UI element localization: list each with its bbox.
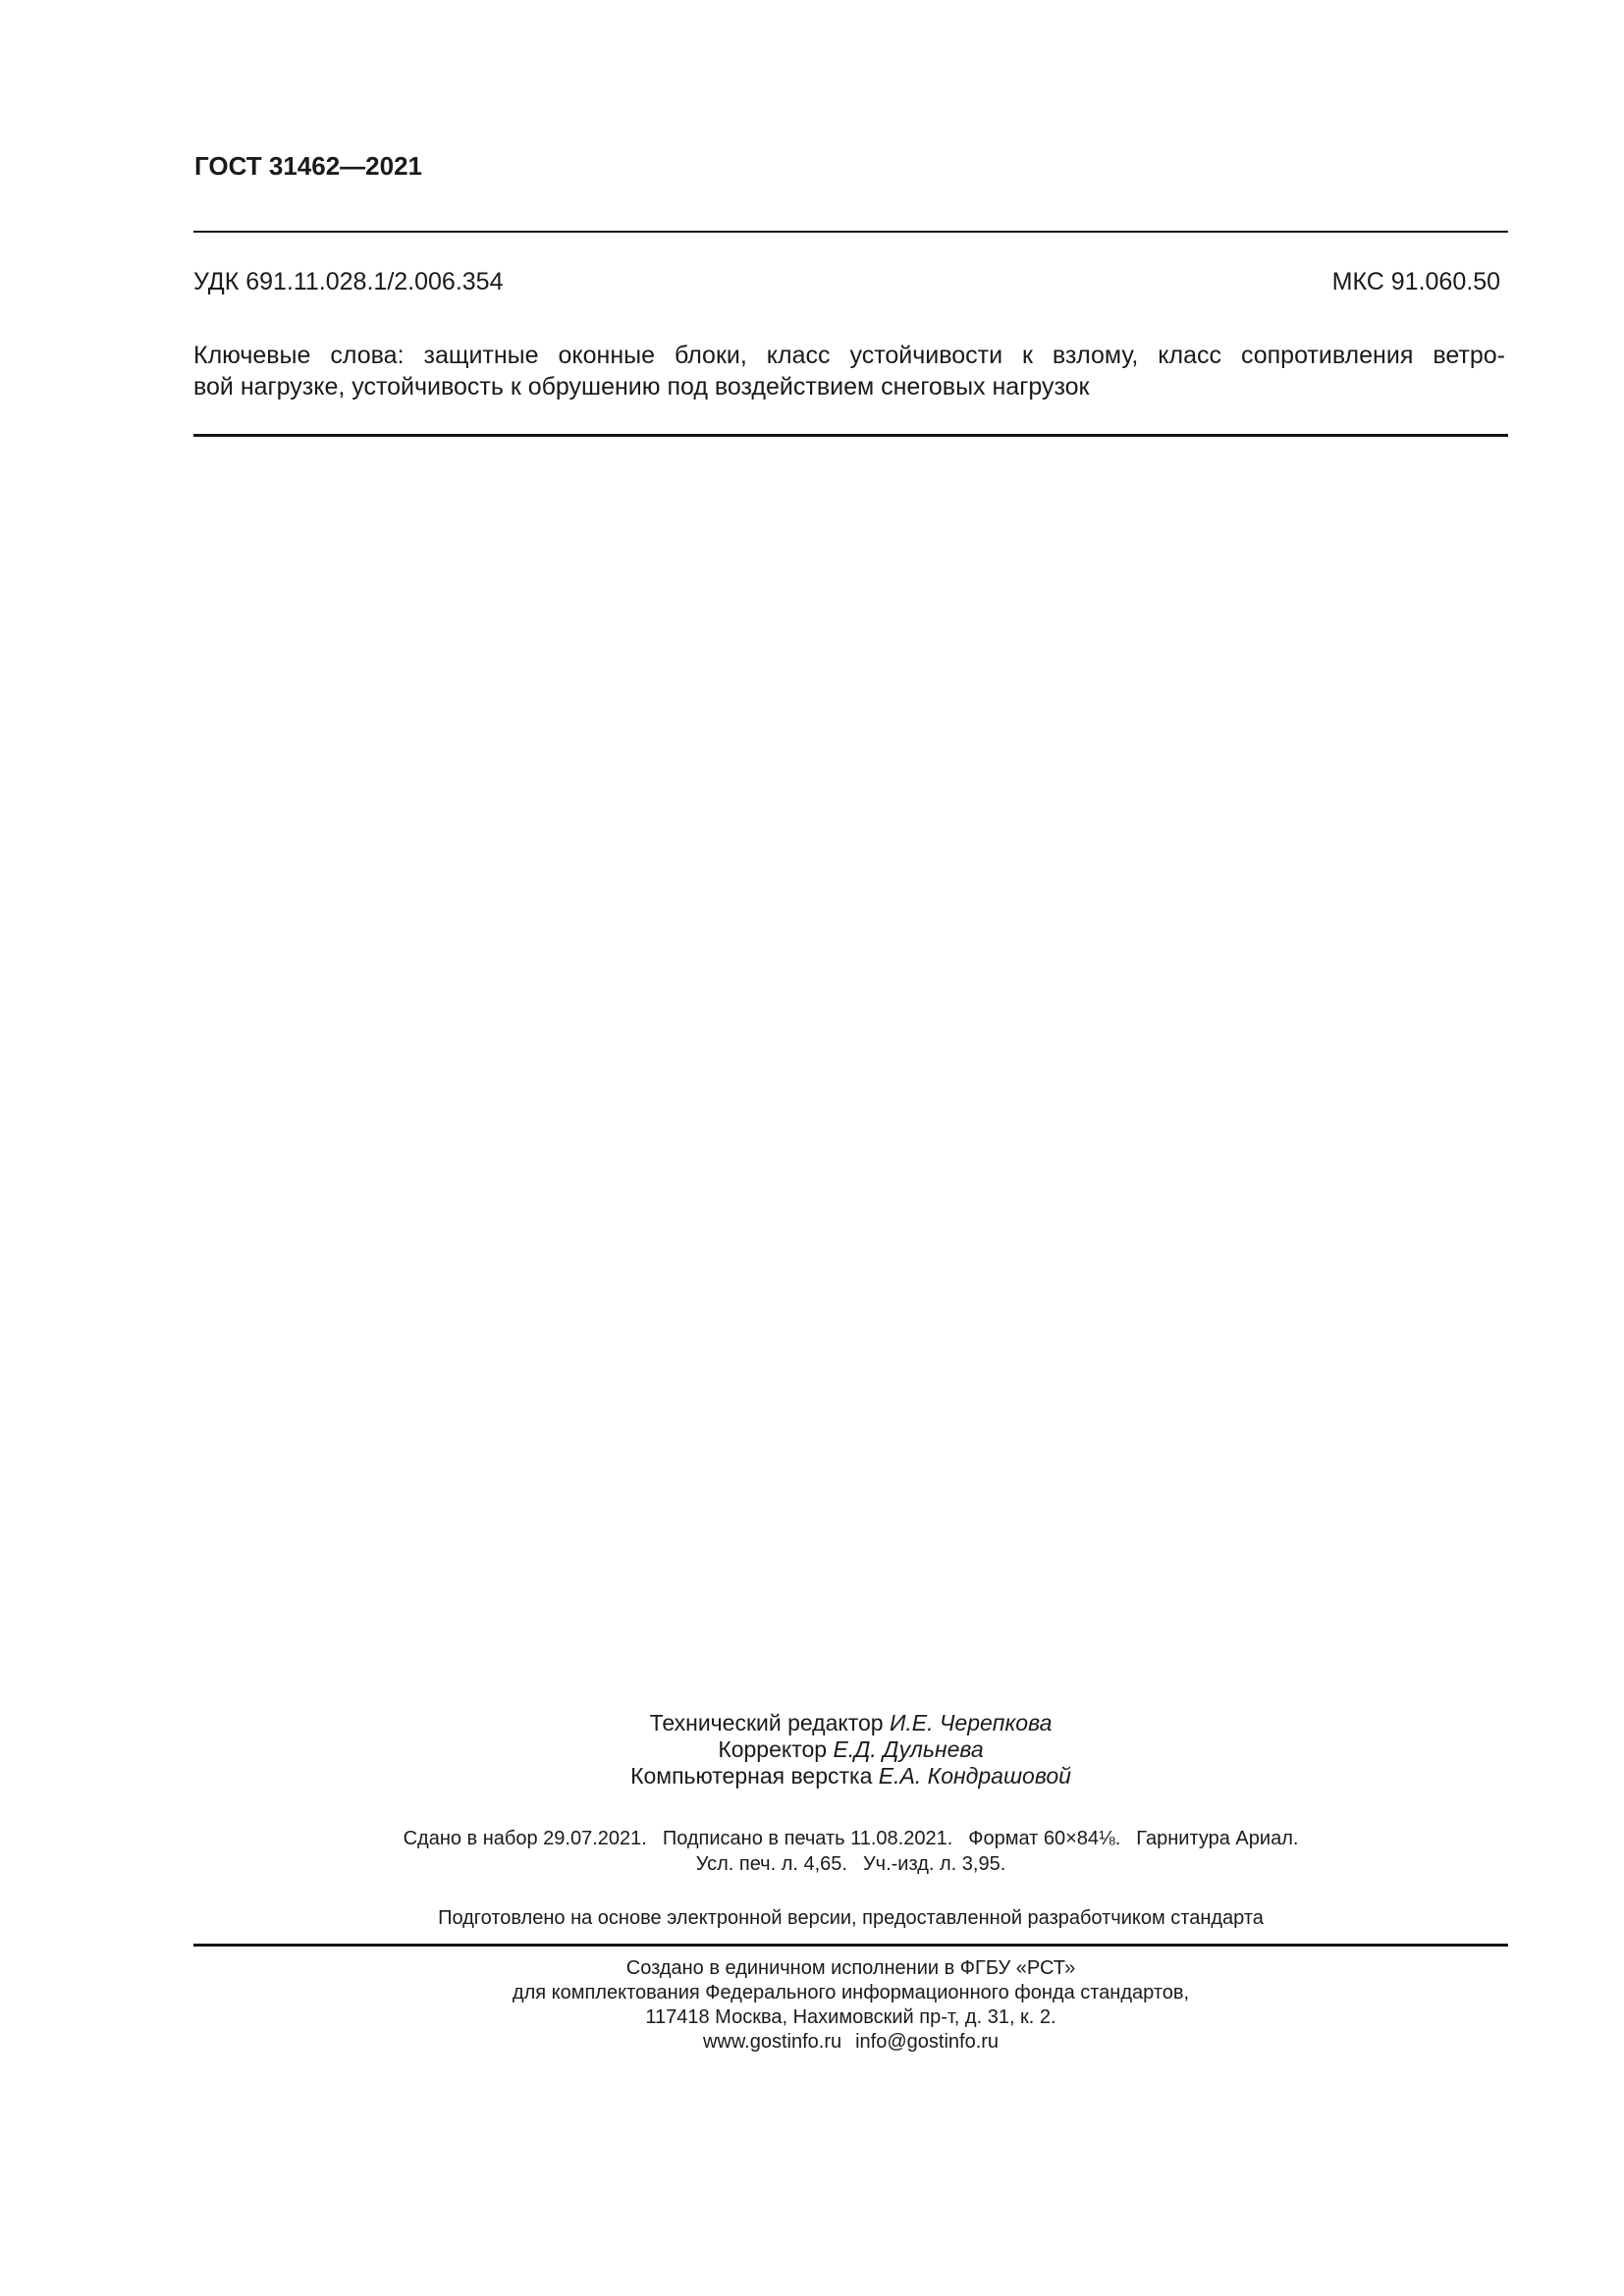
email-link[interactable]: info@gostinfo.ru	[855, 2031, 1000, 2053]
credit-proofreader	[193, 1736, 1508, 1763]
credit-name: И.Е. Черепкова	[889, 1710, 1053, 1735]
mks-code: МКС 91.060.50	[1331, 268, 1500, 295]
footer-divider	[193, 1944, 1508, 1947]
keywords-line-1: Ключевые слова: защитные оконные блоки, класс устойчивости к взлому, класс сопротивления ветро-	[193, 342, 1505, 369]
typeset-date: Сдано в набор 29.07.2021.	[403, 1828, 647, 1849]
prepared-note: Подготовлено на основе электронной версии, предоставленной разработчиком стандарта	[438, 1907, 1264, 1929]
keywords-bottom-divider	[193, 434, 1508, 437]
publisher-address: 117418 Москва, Нахимовский пр-т, д. 31, к. 2.	[645, 2006, 1056, 2028]
credit-layout	[193, 1763, 1508, 1789]
credit-name: Е.А. Кондрашовой	[878, 1763, 1071, 1789]
print-info-line-2	[193, 1851, 1508, 1877]
signed-date: Подписано в печать 11.08.2021.	[662, 1828, 953, 1849]
credit-role: Технический редактор	[649, 1710, 884, 1735]
typeface: Гарнитура Ариал.	[1136, 1828, 1299, 1849]
credit-role: Компьютерная верстка	[630, 1763, 873, 1789]
print-info-line-1	[193, 1826, 1508, 1851]
top-divider	[193, 231, 1508, 233]
publisher-contacts	[193, 2030, 1508, 2055]
paper-format: Формат 60×84⅛.	[968, 1828, 1121, 1849]
keywords-line-2: вой нагрузке, устойчивость к обрушению под воздействием снеговых нагрузок	[193, 373, 1090, 400]
udk-code: УДК 691.11.028.1/2.006.354	[193, 268, 504, 295]
credits-block	[193, 1710, 1508, 1789]
credit-role: Корректор	[718, 1736, 828, 1762]
publisher-block	[193, 1956, 1508, 2055]
credit-technical-editor	[193, 1710, 1508, 1736]
document-title: ГОСТ 31462—2021	[194, 151, 422, 181]
publisher-sheets: Уч.-изд. л. 3,95.	[862, 1853, 1006, 1875]
classification-row	[193, 268, 1500, 295]
publisher-line-1: Создано в единичном исполнении в ФГБУ «РСТ»	[625, 1957, 1076, 1979]
publisher-line-2: для комплектования Федерального информационного фонда стандартов,	[512, 1982, 1190, 2003]
print-info-block	[193, 1826, 1508, 1877]
website-link[interactable]: www.gostinfo.ru	[702, 2031, 842, 2053]
printed-sheets: Усл. печ. л. 4,65.	[695, 1853, 847, 1875]
credit-name: Е.Д. Дульнева	[833, 1736, 984, 1762]
keywords-paragraph	[193, 340, 1505, 402]
